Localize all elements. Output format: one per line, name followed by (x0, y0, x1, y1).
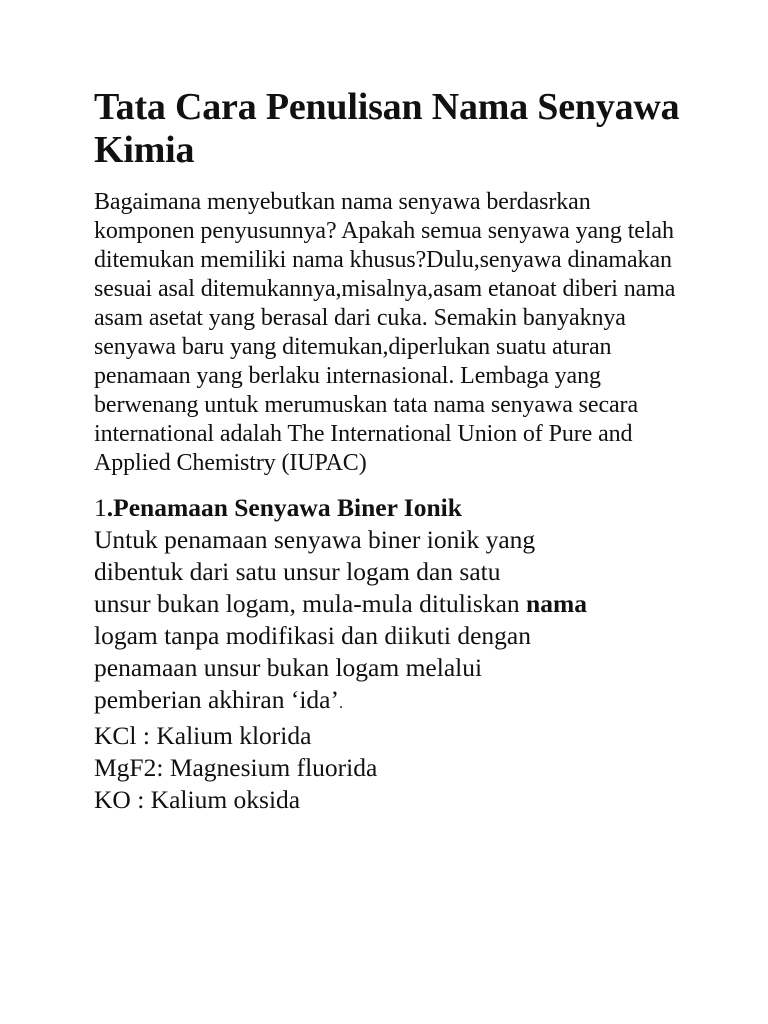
section-binary-ionic (94, 492, 684, 816)
section-line-5: penamaan unsur bukan logam melalui (94, 653, 483, 682)
section-line-6-dot: . (338, 695, 343, 712)
section-line-3-text: unsur bukan logam, mula-mula dituliskan (94, 589, 527, 618)
section-line-6 (94, 684, 684, 720)
example-ko: KO : Kalium oksida (94, 785, 301, 814)
example-kcl: KCl : Kalium klorida (94, 721, 312, 750)
section-line-6-text: pemberian akhiran ‘ida’ (94, 685, 339, 714)
section-line-3-bold: nama (526, 589, 587, 618)
section-line-2: dibentuk dari satu unsur logam dan satu (94, 557, 501, 586)
section-line-1: Untuk penamaan senyawa biner ionik yang (94, 525, 536, 554)
section-heading-text: .Penamaan Senyawa Biner Ionik (106, 493, 462, 522)
section-line-3 (94, 588, 684, 620)
document-title: Tata Cara Penulisan Nama Senyawa Kimia (94, 86, 680, 171)
section-heading (94, 492, 684, 524)
example-mgf2: MgF2: Magnesium fluorida (94, 753, 378, 782)
section-number: 1 (94, 493, 107, 522)
section-line-4: logam tanpa modifikasi dan diikuti dengan (94, 621, 531, 650)
document-page (94, 86, 684, 816)
intro-paragraph: Bagaimana menyebutkan nama senyawa berdasrkan komponen penyusunnya? Apakah semua senyawa yang telah ditemukan memiliki nama khusus?Dulu,senyawa dinamakan sesuai asal ditemukannya,misalnya,asam etanoat diberi nama asam asetat yang berasal dari cuka. Semakin banyaknya senyawa baru yang ditemukan,diperlukan suatu aturan penamaan yang berlaku internasional. Lembaga yang berwenang untuk merumuskan tata nama senyawa secara international adalah The International Union of Pure and Applied Chemistry (IUPAC) (94, 189, 676, 476)
